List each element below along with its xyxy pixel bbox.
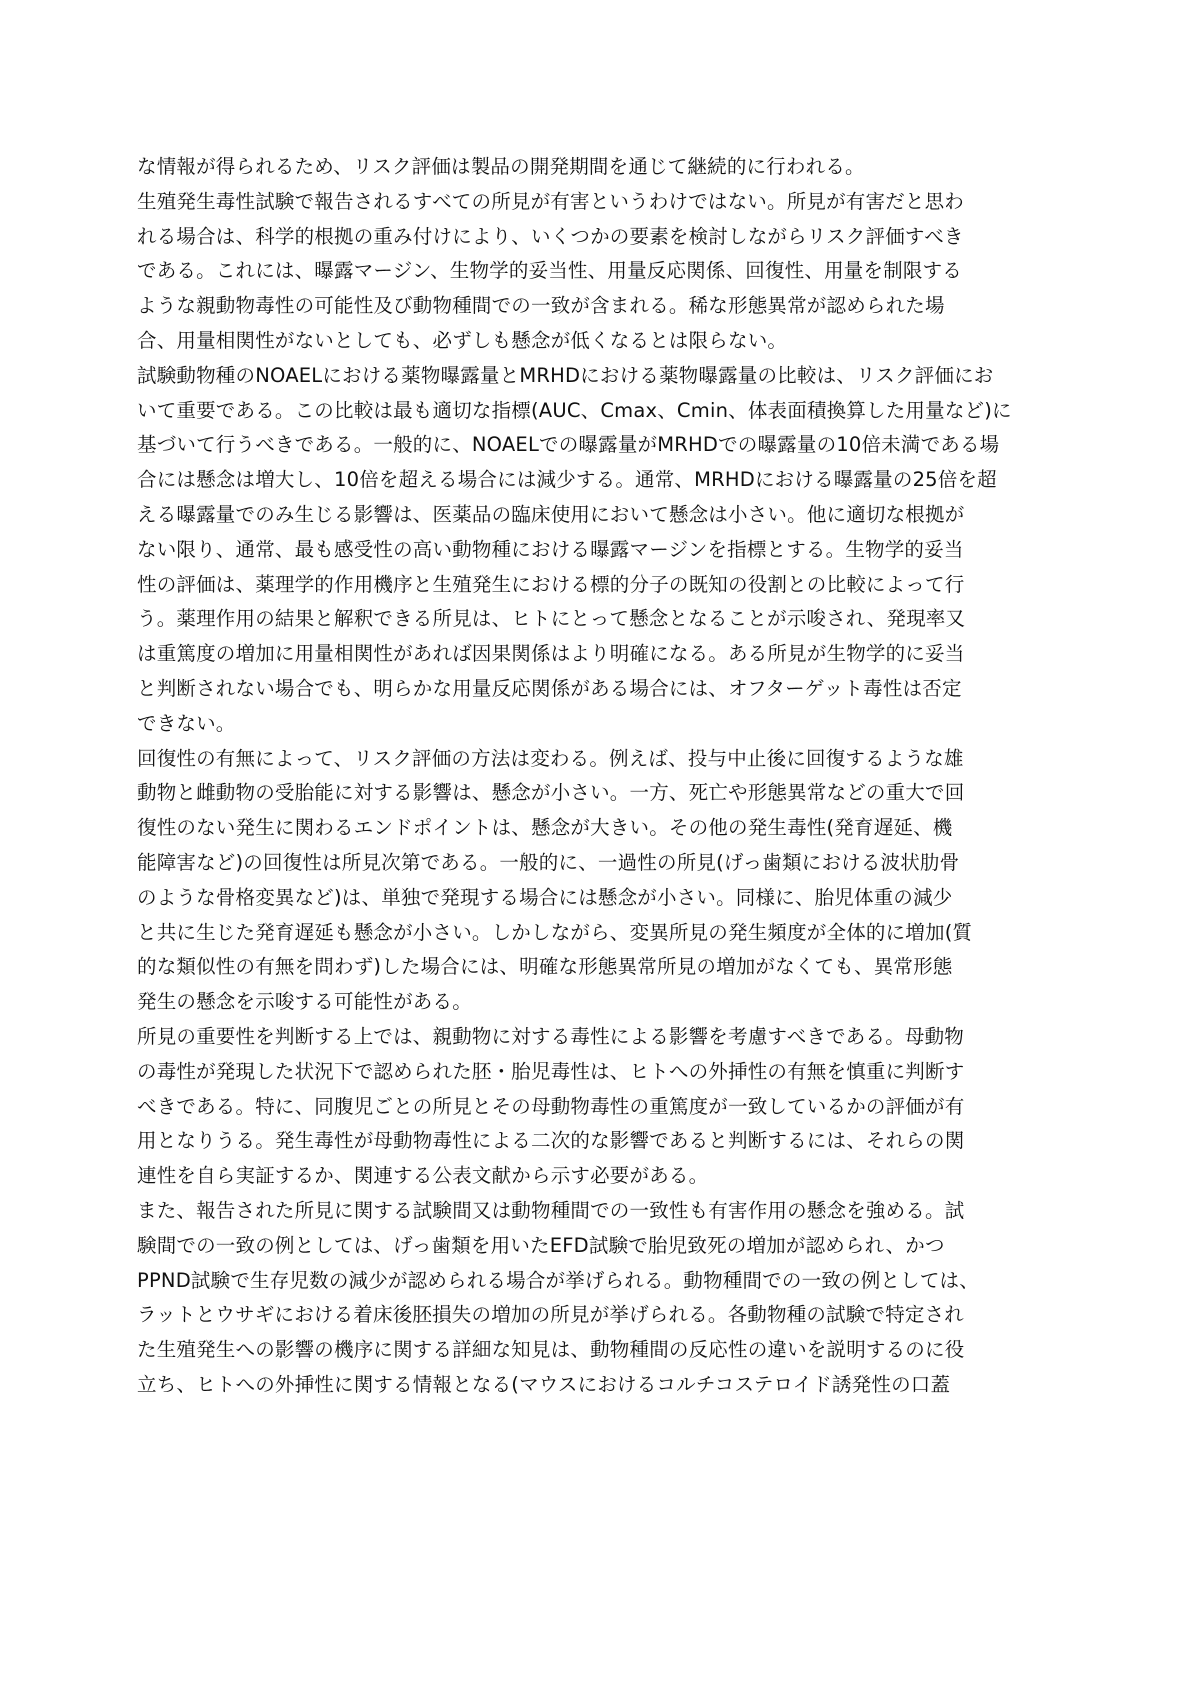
text-line: のような骨格変異など)は、単独で発現する場合には懸念が小さい。同様に、胎児体重の減少 bbox=[137, 885, 953, 909]
text-line: 合、用量相関性がないとしても、必ずしも懸念が低くなるとは限らない。 bbox=[137, 328, 788, 352]
text-line: ない限り、通常、最も感受性の高い動物種における曝露マージンを指標とする。生物学的妥当 bbox=[137, 537, 964, 561]
text-line: う。薬理作用の結果と解釈できる所見は、ヒトにとって懸念となることが示唆され、発現率又 bbox=[137, 607, 966, 631]
text-line: 連性を自ら実証するか、関連する公表文献から示す必要がある。 bbox=[137, 1164, 709, 1188]
body-text bbox=[137, 150, 1047, 1403]
text-line: 用となりうる。発生毒性が母動物毒性による二次的な影響であると判断するには、それらの関 bbox=[137, 1129, 965, 1153]
text-line: 立ち、ヒトへの外挿性に関する情報となる(マウスにおけるコルチコステロイド誘発性の口蓋 bbox=[137, 1372, 951, 1396]
text-line: 生殖発生毒性試験で報告されるすべての所見が有害というわけではない。所見が有害だと思わ bbox=[137, 189, 965, 213]
text-line: 試験動物種のNOAELにおける薬物曝露量とMRHDにおける薬物曝露量の比較は、リスク評価にお bbox=[137, 363, 994, 387]
text-line: える曝露量でのみ生じる影響は、医薬品の臨床使用において懸念は小さい。他に適切な根拠が bbox=[137, 502, 965, 526]
text-line: べきである。特に、同腹児ごとの所見とその母動物毒性の重篤度が一致しているかの評価が有 bbox=[137, 1094, 965, 1118]
text-line: 基づいて行うべきである。一般的に、NOAELでの曝露量がMRHDでの曝露量の10倍未満である場 bbox=[137, 433, 1000, 457]
text-line: 発生の懸念を示唆する可能性がある。 bbox=[137, 990, 472, 1014]
text-line: PPND試験で生存児数の減少が認められる場合が挙げられる。動物種間での一致の例としては、 bbox=[137, 1268, 979, 1292]
text-line: いて重要である。この比較は最も適切な指標(AUC、Cmax、Cmin、体表面積換算した用量など)に bbox=[137, 398, 1012, 422]
text-line: れる場合は、科学的根拠の重み付けにより、いくつかの要素を検討しながらリスク評価すべき bbox=[137, 224, 964, 248]
text-line: ような親動物毒性の可能性及び動物種間での一致が含まれる。稀な形態異常が認められた場 bbox=[137, 294, 945, 318]
text-line: 性の評価は、薬理学的作用機序と生殖発生における標的分子の既知の役割との比較によって行 bbox=[137, 572, 965, 596]
text-line: 的な類似性の有無を問わず)した場合には、明確な形態異常所見の増加がなくても、異常形態 bbox=[137, 955, 953, 979]
text-line: 復性のない発生に関わるエンドポイントは、懸念が大きい。その他の発生毒性(発育遅延、機 bbox=[137, 816, 953, 840]
text-line: ラットとウサギにおける着床後胚損失の増加の所見が挙げられる。各動物種の試験で特定され bbox=[137, 1303, 965, 1327]
text-line: である。これには、曝露マージン、生物学的妥当性、用量反応関係、回復性、用量を制限する bbox=[137, 259, 962, 283]
text-line: と共に生じた発育遅延も懸念が小さい。しかしながら、変異所見の発生頻度が全体的に増加(質 bbox=[137, 920, 973, 944]
text-line: と判断されない場合でも、明らかな用量反応関係がある場合には、オフターゲット毒性は否定 bbox=[137, 676, 962, 700]
text-line: できない。 bbox=[137, 711, 236, 735]
text-line: 合には懸念は増大し、10倍を超える場合には減少する。通常、MRHDにおける曝露量の25倍を超 bbox=[137, 468, 997, 492]
text-line: な情報が得られるため、リスク評価は製品の開発期間を通じて継続的に行われる。 bbox=[137, 155, 865, 178]
text-line: 動物と雌動物の受胎能に対する影響は、懸念が小さい。一方、死亡や形態異常などの重大で回 bbox=[137, 781, 965, 805]
text-line: 回復性の有無によって、リスク評価の方法は変わる。例えば、投与中止後に回復するような雄 bbox=[137, 746, 964, 770]
text-line: 所見の重要性を判断する上では、親動物に対する毒性による影響を考慮すべきである。母動物 bbox=[137, 1024, 965, 1048]
text-line: の毒性が発現した状況下で認められた胚・胎児毒性は、ヒトへの外挿性の有無を慎重に判断す bbox=[137, 1059, 965, 1083]
text-line: た生殖発生への影響の機序に関する詳細な知見は、動物種間の反応性の違いを説明するのに役 bbox=[137, 1338, 965, 1362]
text-line: また、報告された所見に関する試験間又は動物種間での一致性も有害作用の懸念を強める。試 bbox=[137, 1198, 965, 1222]
text-line: は重篤度の増加に用量相関性があれば因果関係はより明確になる。ある所見が生物学的に妥当 bbox=[137, 642, 965, 666]
text-line: 験間での一致の例としては、げっ歯類を用いたEFD試験で胎児致死の増加が認められ、かつ bbox=[137, 1233, 945, 1257]
text-line: 能障害など)の回復性は所見次第である。一般的に、一過性の所見(げっ歯類における波状肋骨 bbox=[137, 850, 960, 874]
